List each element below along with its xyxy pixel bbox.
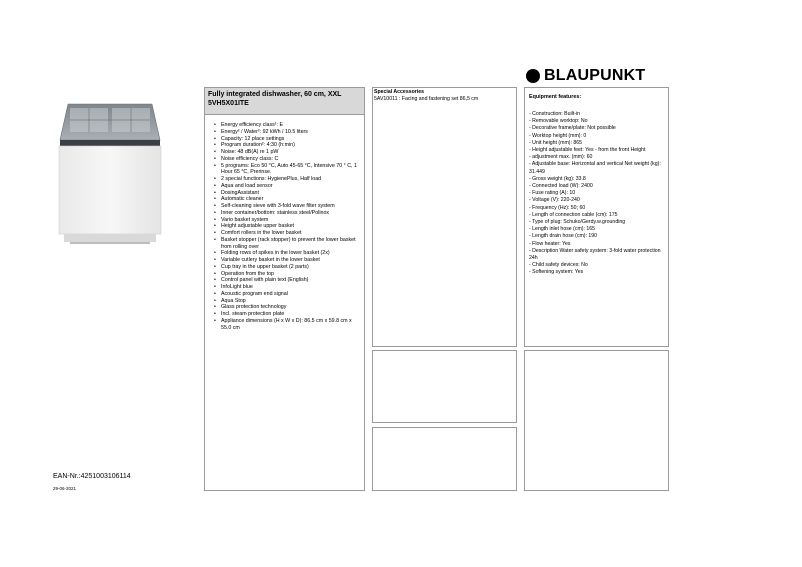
feature-item: • Acoustic program end signal <box>212 291 360 298</box>
feature-item: • 5 programs: Eco 50 °C, Auto 45-65 °C, Intensive 70 ° C, 1 Hour 65 °C, Prerinse. <box>212 163 360 177</box>
equipment-item: - Height adjustable feet: Yes - from the front Height <box>529 147 646 154</box>
equipment-item: - Flow heater: Yes <box>529 240 571 247</box>
equipment-item: - Worktop height (mm): 0 <box>529 132 587 139</box>
equipment-item: - Fuse rating (A): 10 <box>529 190 576 197</box>
feature-item: • Inner container/bottom: stainless steel/Polinox <box>212 210 360 217</box>
equipment-item: - Removable worktop: No <box>529 118 588 125</box>
feature-item: • Variable cutlery basket in the lower basket <box>212 257 360 264</box>
feature-item: • Cup tray in the upper basket (2 parts) <box>212 264 360 271</box>
equipment-item: - Description Water safety system: 3-fold water protection 24h <box>529 247 661 262</box>
logo-dot-icon <box>526 69 540 83</box>
equipment-item: - Length drain hose (cm): 190 <box>529 233 598 240</box>
feature-item: • Height adjustable upper basket <box>212 223 360 230</box>
product-title <box>204 87 365 115</box>
dishwasher-illustration <box>56 100 164 248</box>
equipment-item: - Voltage (V): 220-240 <box>529 197 580 204</box>
feature-item: • DosingAssistant <box>212 190 360 197</box>
feature-item: • Control panel with plain text (English) <box>212 277 360 284</box>
accessories-panel <box>372 87 517 347</box>
equipment-item: - Softening system: Yes <box>529 269 584 276</box>
feature-item: • Incl. steam protection plate <box>212 311 360 318</box>
equipment-content <box>529 94 665 277</box>
feature-item: • Self-cleaning sieve with 3-fold wave filter system <box>212 203 360 210</box>
feature-item: • Glass protection technology <box>212 304 360 311</box>
feature-item: • InfoLight blue <box>212 284 360 291</box>
feature-item: • Comfort rollers in the lower basket <box>212 230 360 237</box>
feature-item: • Capacity: 12 place settings <box>212 136 360 143</box>
feature-item: • 2 special functions: HygienePlus, Half load <box>212 176 360 183</box>
feature-item: • Aqua and load sensor <box>212 183 360 190</box>
features-list <box>212 122 360 331</box>
empty-panel-1 <box>372 350 517 423</box>
equipment-item: - Connected load (W): 2400 <box>529 183 593 190</box>
document-date: 29-06-2021 <box>53 486 77 491</box>
equipment-item: - Length inlet hose (cm): 165 <box>529 226 596 233</box>
equipment-item: - Adjustable base: Horizontal and vertical Net weight (kg): 31.449 <box>529 161 661 175</box>
product-title-line: Fully integrated dishwasher, 60 cm, XXL <box>208 91 342 98</box>
equipment-item: - Construction: Built-in <box>529 111 581 117</box>
equipment-item: - adjustment max. (mm): 60 <box>529 154 593 161</box>
feature-item: • Basket stopper (rack stopper) to prevent the lower basket from rolling over <box>212 237 360 251</box>
feature-item: • Energy² / Water²: 92 kWh / 10.5 liters <box>212 129 360 136</box>
feature-item: • Appliance dimensions (H x W x D): 86.5 cm x 59.8 cm x 55.0 cm <box>212 318 360 332</box>
equipment-item: - Frequency (Hz): 50; 60 <box>529 204 586 211</box>
ean-number: EAN-Nr.:4251003106114 <box>53 473 131 480</box>
empty-panel-2 <box>372 427 517 491</box>
equipment-item: - Unit height (mm): 865 <box>529 139 583 146</box>
equipment-item: - Decorative frame/plate: Not possible <box>529 125 616 132</box>
feature-item: • Energy efficiency class¹: E <box>212 122 360 129</box>
feature-item: • Aqua Stop <box>212 298 360 305</box>
accessories-content <box>374 89 514 102</box>
feature-item: • Noise efficiency class: C <box>212 156 360 163</box>
empty-panel-3 <box>524 350 669 491</box>
feature-item: • Automatic cleaner <box>212 196 360 203</box>
equipment-list <box>529 111 665 277</box>
brand-logo <box>526 66 666 86</box>
product-image <box>56 100 164 248</box>
equipment-item: - Type of plug: Schuko/Gerdy.w.grounding <box>529 219 626 226</box>
equipment-item: - Child safety devices: No <box>529 262 588 269</box>
product-model: 5VH5X01ITE <box>208 100 249 107</box>
feature-item: • Noise: 48 dB(A) re 1 pW <box>212 149 360 156</box>
equipment-item: - Length of connection cable (cm): 175 <box>529 211 618 218</box>
features-list-container <box>212 122 360 331</box>
feature-item: • Program duration²: 4:30 (h:min) <box>212 142 360 149</box>
accessories-heading: Special Accessories <box>374 89 424 95</box>
brand-name: BLAUPUNKT <box>544 67 646 84</box>
feature-item: • Folding rows of spikes in the lower basket (2x) <box>212 250 360 257</box>
equipment-heading: Equipment features: <box>529 94 582 100</box>
feature-item: • Vario basket system <box>212 217 360 224</box>
accessory-item: 5AV10011 : Facing and fastening set 86,5 cm <box>374 95 479 102</box>
feature-item: • Operation from the top <box>212 271 360 278</box>
equipment-item: - Gross weight (kg): 33.8 <box>529 175 586 182</box>
